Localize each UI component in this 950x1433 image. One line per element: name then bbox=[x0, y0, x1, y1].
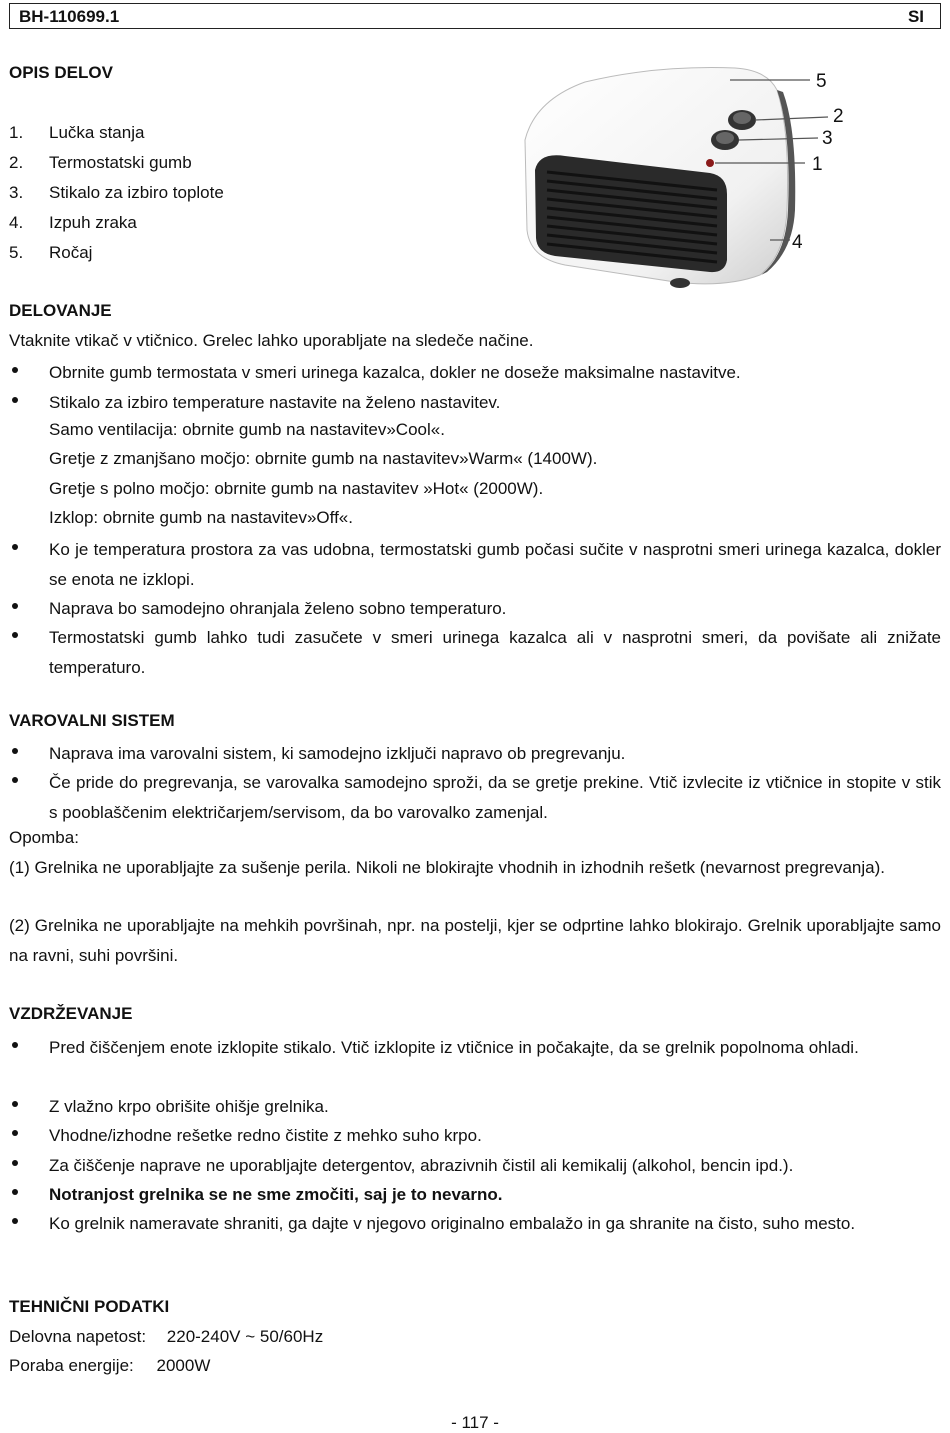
bullet-item: Vhodne/izhodne rešetke redno čistite z mehko suho krpo. bbox=[9, 1121, 941, 1151]
parts-item: 2. Termostatski gumb bbox=[9, 153, 192, 172]
bullet-item: Ko je temperatura prostora za vas udobna, termostatski gumb počasi sučite v nasprotni smeri urinega kazalca, dokler se enota ne izklopi. bbox=[9, 535, 941, 594]
setting-off: Izklop: obrnite gumb na nastavitev»Off«. bbox=[49, 508, 353, 527]
specs-title: TEHNIČNI PODATKI bbox=[9, 1297, 170, 1316]
bullet-item: Naprava ima varovalni sistem, ki samodejno izključi napravo ob pregrevanju. bbox=[9, 739, 941, 769]
operation-title: DELOVANJE bbox=[9, 301, 112, 320]
note-2: (2) Grelnika ne uporabljajte na mehkih površinah, npr. na postelji, kjer se odprtine lahko blokirajo. Grelnik uporabljajte samo na ravni, suhi površini. bbox=[9, 916, 941, 965]
voltage-value: 220-240V ~ 50/60Hz bbox=[166, 1327, 324, 1346]
bullet-dot bbox=[12, 1189, 18, 1195]
parts-item: 4. Izpuh zraka bbox=[9, 213, 137, 232]
page-number: - 117 - bbox=[451, 1413, 499, 1432]
page-header bbox=[9, 3, 941, 29]
bullet-dot bbox=[12, 1101, 18, 1107]
setting-warm: Gretje z zmanjšano močjo: obrnite gumb na nastavitev»Warm« (1400W). bbox=[49, 449, 598, 468]
maintenance-title: VZDRŽEVANJE bbox=[9, 1004, 133, 1023]
parts-item: 1. Lučka stanja bbox=[9, 123, 145, 142]
voltage-label: Delovna napetost: bbox=[9, 1327, 147, 1346]
parts-item: 5. Ročaj bbox=[9, 243, 93, 262]
power-value: 2000W bbox=[156, 1356, 211, 1375]
bullet-item: Termostatski gumb lahko tudi zasučete v smeri urinega kazalca ali v nasprotni smeri, da povišate ali znižate temperaturo. bbox=[9, 623, 941, 682]
bullet-item: Pred čiščenjem enote izklopite stikalo. Vtič izklopite iz vtičnice in počakajte, da se grelnik popolnoma ohladi. bbox=[9, 1033, 941, 1063]
operation-intro: Vtaknite vtikač v vtičnico. Grelec lahko uporabljate na sledeče načine. bbox=[9, 331, 534, 350]
bullet-item: Notranjost grelnika se ne sme zmočiti, saj je to nevarno. bbox=[9, 1180, 941, 1210]
bullet-item: Naprava bo samodejno ohranjala želeno sobno temperaturo. bbox=[9, 594, 941, 624]
bullet-item: Če pride do pregrevanja, se varovalka samodejno sproži, da se gretje prekine. Vtič izvlecite iz vtičnice in stopite v stik s pooblaščenim električarjem/servisom, da bo varovalko zamenjal. bbox=[9, 768, 941, 827]
bullet-dot bbox=[12, 1130, 18, 1136]
bullet-dot bbox=[12, 397, 18, 403]
bullet-dot bbox=[12, 1218, 18, 1224]
heater-illustration bbox=[505, 60, 850, 295]
model-code: BH-110699.1 bbox=[19, 7, 120, 26]
note-1: (1) Grelnika ne uporabljajte za sušenje perila. Nikoli ne blokirajte vhodnih in izhodnih rešetk (nevarnost pregrevanja). bbox=[9, 858, 885, 877]
bullet-item: Stikalo za izbiro temperature nastavite na želeno nastavitev. bbox=[9, 388, 941, 418]
bullet-dot bbox=[12, 1042, 18, 1048]
callout-3: 3 bbox=[822, 128, 833, 149]
bullet-dot bbox=[12, 544, 18, 550]
bullet-item: Ko grelnik nameravate shraniti, ga dajte v njegovo originalno embalažo in ga shranite na čisto, suho mesto. bbox=[9, 1209, 941, 1239]
language-code: SI bbox=[907, 7, 924, 26]
bullet-dot bbox=[12, 603, 18, 609]
bullet-dot bbox=[12, 367, 18, 373]
bullet-item: Obrnite gumb termostata v smeri urinega kazalca, dokler ne doseže maksimalne nastavitve. bbox=[9, 358, 941, 388]
note-label: Opomba: bbox=[9, 828, 79, 847]
bullet-dot bbox=[12, 1160, 18, 1166]
callout-4: 4 bbox=[792, 232, 803, 253]
bullet-dot bbox=[12, 777, 18, 783]
bullet-dot bbox=[12, 748, 18, 754]
power-row bbox=[9, 1356, 210, 1376]
callout-5: 5 bbox=[816, 71, 827, 92]
bullet-item: Z vlažno krpo obrišite ohišje grelnika. bbox=[9, 1092, 941, 1122]
callout-1: 1 bbox=[812, 154, 823, 175]
bullet-dot bbox=[12, 632, 18, 638]
parts-item: 3. Stikalo za izbiro toplote bbox=[9, 183, 224, 202]
voltage-row bbox=[9, 1327, 323, 1347]
power-label: Poraba energije: bbox=[9, 1356, 134, 1375]
setting-hot: Gretje s polno močjo: obrnite gumb na nastavitev »Hot« (2000W). bbox=[49, 479, 544, 498]
bullet-item: Za čiščenje naprave ne uporabljajte detergentov, abrazivnih čistil ali kemikalij (alkohol, bencin ipd.). bbox=[9, 1151, 941, 1181]
callout-2: 2 bbox=[833, 106, 844, 127]
safety-title: VAROVALNI SISTEM bbox=[9, 711, 175, 730]
setting-cool: Samo ventilacija: obrnite gumb na nastavitev»Cool«. bbox=[49, 420, 445, 439]
parts-title: OPIS DELOV bbox=[9, 63, 113, 82]
